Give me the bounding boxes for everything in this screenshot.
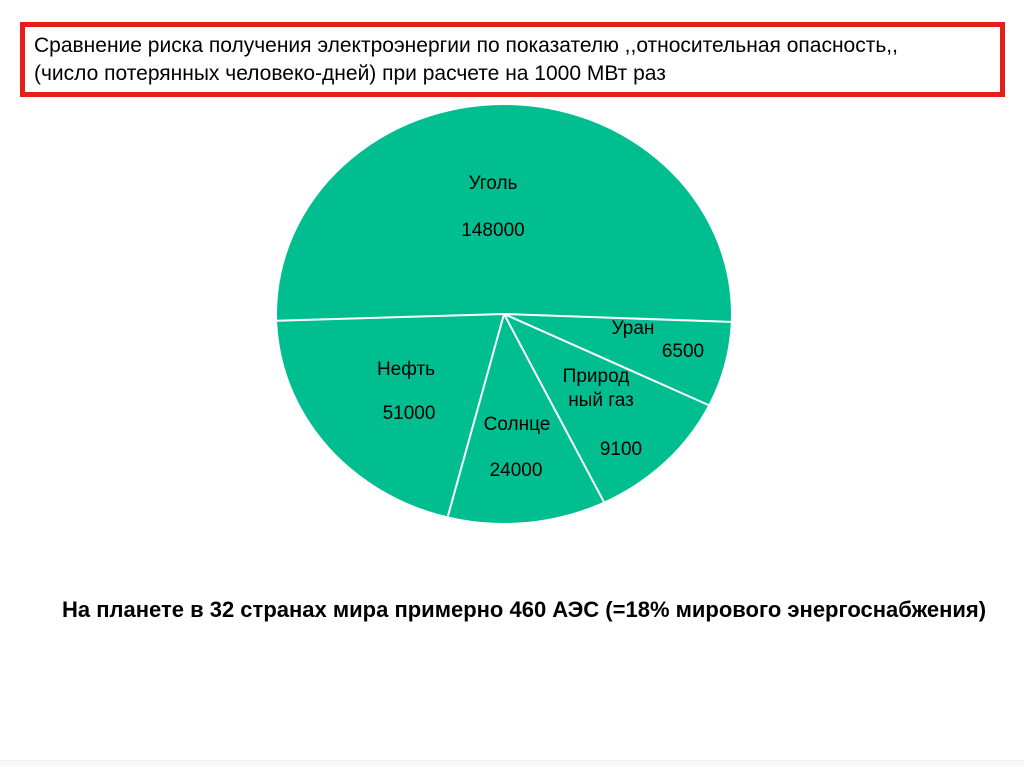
- pie-slice-label: 51000: [382, 403, 436, 424]
- bottom-strip: [0, 760, 1024, 767]
- slide-title-line-1: Сравнение риска получения электроэнергии по показателю ,,относительная опасность,,: [34, 34, 898, 57]
- pie-slice-label: 148000: [461, 220, 525, 241]
- pie-slice-label: Нефть: [376, 359, 436, 380]
- pie-slice-label: Природ: [562, 366, 630, 387]
- summary-note: На планете в 32 странах мира примерно 460 АЭС (=18% мирового энергоснабжения): [62, 597, 987, 622]
- pie-slice-label: ный газ: [568, 390, 634, 411]
- pie-slice-label: Уголь: [468, 173, 518, 194]
- pie-slice-label: 9100: [599, 439, 643, 460]
- pie-slice-label: 24000: [489, 460, 543, 481]
- pie-slice-label: Солнце: [483, 414, 551, 435]
- slide-title-line-2: (число потерянных человеко-дней) при расчете на 1000 МВт раз: [34, 62, 666, 85]
- pie-slice-label: Уран: [611, 318, 655, 339]
- pie-slice-label: 6500: [661, 341, 705, 362]
